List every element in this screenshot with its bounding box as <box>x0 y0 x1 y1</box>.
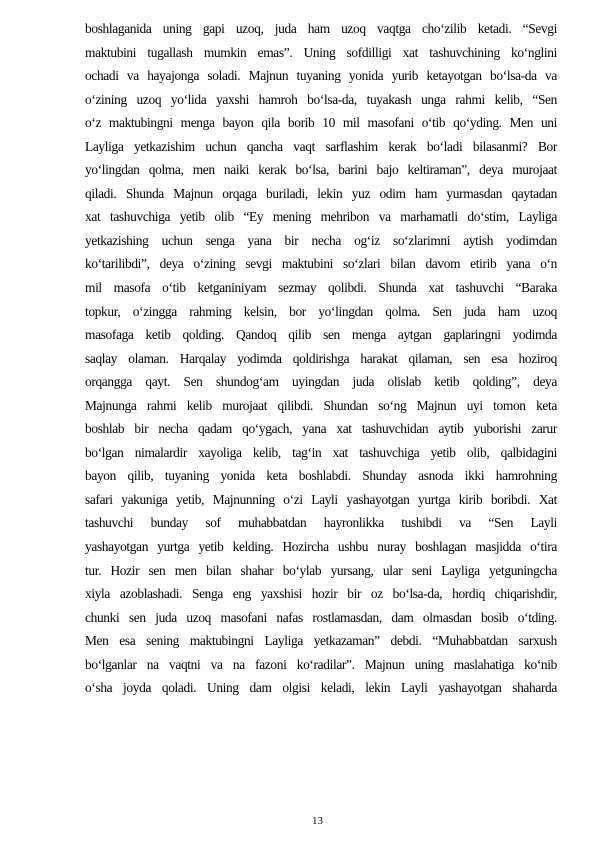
text-line: chunki sen juda uzoq masofani nafas rostlamasdan, dam olmasdan bosib o‘tding. <box>85 609 557 625</box>
text-line: yo‘lingdan qolma, men naiki kerak bo‘lsa, barini bajo keltiraman”, deya murojaat <box>85 162 557 178</box>
text-line: tashuvchi bunday sof muhabbatdan hayronlikka tushibdi va “Sen Layli <box>85 515 557 531</box>
text-line: yashayotgan yurtga yetib kelding. Hozircha ushbu nuray boshlagan masjidda o‘tira <box>85 539 557 555</box>
text-line: maktubini tugallash mumkin emas”. Uning sofdilligi xat tashuvchining ko‘nglini <box>85 44 557 60</box>
text-line: xiyla azoblashadi. Senga eng yaxshisi hozir bir oz bo‘lsa-da, hordiq chiqarishdir, <box>85 586 557 602</box>
text-line: bo‘lganlar na vaqtni va na fazoni ko‘radilar”. Majnun uning maslahatiga ko‘nib <box>85 656 557 672</box>
text-line: xat tashuvchiga yetib olib “Ey mening mehribon va marhamatli do‘stim, Layliga <box>85 209 557 225</box>
text-line: boshlaganida uning gapi uzoq, juda ham uzoq vaqtga cho‘zilib ketadi. “Sevgi <box>85 21 557 36</box>
text-line: qiladi. Shunda Majnun orqaga buriladi, lekin yuz odim ham yurmasdan qaytadan <box>85 185 557 201</box>
text-line: Majnunga rahmi kelib murojaat qilibdi. Shundan so‘ng Majnun uyi tomon keta <box>85 397 557 413</box>
text-line: topkur, o‘zingga rahming kelsin, bor yo‘lingdan qolma. Sen juda ham uzoq <box>85 303 557 319</box>
text-line: tur. Hozir sen men bilan shahar bo‘ylab yursang, ular seni Layliga yetguningcha <box>85 562 557 578</box>
text-line: o‘zining uzoq yo‘lida yaxshi hamroh bo‘lsa-da, tuyakash unga rahmi kelib, “Sen <box>85 91 557 107</box>
text-line: ko‘tarilibdi”, deya o‘zining sevgi maktubini so‘zlari bilan davom etirib yana o‘n <box>85 256 557 272</box>
text-line: yetkazishing uchun senga yana bir necha og‘iz so‘zlarimni aytish yodimdan <box>85 232 557 248</box>
text-line: bayon qilib, tuyaning yonida keta boshlabdi. Shunday asnoda ikki hamrohning <box>85 468 557 484</box>
text-line: saqlay olaman. Harqalay yodimda qoldirishga harakat qilaman, sen esa hoziroq <box>85 350 557 366</box>
text-line: orqangga qayt. Sen shundog‘am uyingdan juda olislab ketib qolding”, deya <box>85 374 557 390</box>
text-line: Men esa sening maktubingni Layliga yetkazaman” debdi. “Muhabbatdan sarxush <box>85 633 557 649</box>
text-line: masofaga ketib qolding. Qandoq qilib sen menga aytgan gaplaringni yodimda <box>85 327 557 343</box>
body-text <box>85 17 557 700</box>
text-line: boshlab bir necha qadam qo‘ygach, yana xat tashuvchidan aytib yuborishi zarur <box>85 421 557 437</box>
text-line: safari yakuniga yetib, Majnunning o‘zi Layli yashayotgan yurtga kirib boribdi. Xat <box>85 491 557 507</box>
text-line: bo‘lgan nimalardir xayoliga kelib, tag‘in xat tashuvchiga yetib olib, qalbidagini <box>85 444 557 460</box>
text-line: o‘z maktubingni menga bayon qila borib 10 mil masofani o‘tib qo‘yding. Men uni <box>85 115 557 131</box>
text-line: Layliga yetkazishim uchun qancha vaqt sarflashim kerak bo‘ladi bilasanmi? Bor <box>85 138 557 154</box>
page-number: 13 <box>312 815 323 827</box>
text-line: mil masofa o‘tib ketganiniyam sezmay qolibdi. Shunda xat tashuvchi “Baraka <box>85 280 557 296</box>
text-line: o‘sha joyda qoladi. Uning dam olgisi keladi, lekin Layli yashayotgan shaharda <box>85 680 557 696</box>
text-line: ochadi va hayajonga soladi. Majnun tuyaning yonida yurib ketayotgan bo‘lsa-da va <box>85 68 557 84</box>
